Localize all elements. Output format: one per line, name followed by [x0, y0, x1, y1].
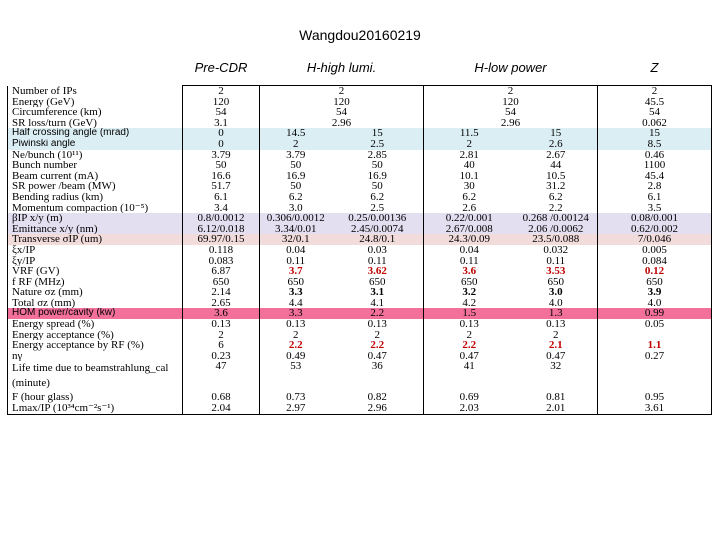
cell-hl2: 6.2 — [515, 192, 598, 203]
table-row — [8, 361, 712, 392]
row-label: Number of IPs — [8, 86, 183, 97]
cell-hh1: 3.34/0.01 — [260, 224, 332, 235]
cell-hh2: 2.85 — [332, 150, 424, 161]
cell-hh2: 2.2 — [332, 308, 424, 319]
cell-z: 2.8 — [598, 181, 712, 192]
cell-hl2: 0.13 — [515, 319, 598, 330]
cell-hh2: 0.11 — [332, 256, 424, 267]
table-body — [8, 86, 712, 415]
cell-hh1: 0.49 — [286, 350, 306, 362]
cell-hh2: 50 — [332, 160, 424, 171]
cell-hl1: 2 — [424, 139, 515, 150]
cell-hl1: 24.3/0.09 — [424, 234, 515, 245]
cell-pre: 0.8/0.0012 — [183, 213, 260, 224]
row-label: Transverse σIP (um) — [8, 234, 183, 245]
cell-z: 0.99 — [598, 308, 712, 319]
row-label: VRF (GV) — [8, 266, 183, 277]
cell-hh: 120 — [260, 97, 424, 108]
cell-hh2: 0.47 — [332, 351, 424, 362]
cell-hh1: 2.2 — [288, 340, 303, 351]
row-label: Total σz (mm) — [8, 298, 183, 309]
header-row — [8, 49, 712, 86]
table-row — [8, 86, 712, 97]
cell-hh2: 6.2 — [332, 192, 424, 203]
cell-z: 0.27 — [598, 351, 712, 362]
cell-hh2: 16.9 — [332, 171, 424, 182]
cell-pre: 6.12/0.018 — [183, 224, 260, 235]
row-label: βIP x/y (m) — [8, 213, 183, 224]
cell-hh2: 36 — [332, 361, 424, 392]
cell-z: 8.5 — [598, 139, 712, 150]
cell-hh1: 3.0 — [288, 202, 303, 214]
cell-hl2: 15 — [515, 128, 598, 139]
cell-pre: 2.65 — [183, 298, 260, 309]
cell-z: 0.95 — [598, 392, 712, 403]
cell-hh2: 3.62 — [332, 266, 424, 277]
row-label: Emittance x/y (nm) — [8, 224, 183, 235]
row-label: SR loss/turn (GeV) — [8, 118, 183, 129]
cell-pre: 6.1 — [183, 192, 260, 203]
row-label: Half crossing angle (mrad) — [8, 128, 183, 139]
table-row — [8, 256, 712, 267]
row-label: Nature σz (mm) — [8, 287, 183, 298]
row-label: Momentum compaction (10⁻⁵) — [8, 203, 183, 214]
cell-z: 0.084 — [598, 256, 712, 267]
cell-hh1: 50 — [290, 181, 302, 192]
cell-pre: 0 — [183, 139, 260, 150]
row-label: Lmax/IP (10³⁴cm⁻²s⁻¹) — [8, 403, 183, 414]
cell-z: 54 — [598, 107, 712, 118]
header-h-low-power: H-low power — [424, 49, 598, 86]
row-label: ξy/IP — [8, 256, 183, 267]
table-row — [8, 298, 712, 309]
table-row — [8, 181, 712, 192]
cell-hl1: 2.81 — [459, 149, 479, 161]
cell-hl1: 1.5 — [424, 308, 515, 319]
cell-pre: 6 — [183, 340, 260, 351]
cell-pre: 2.04 — [183, 403, 260, 414]
cell-hh2: 15 — [332, 128, 424, 139]
cell-pre: 50 — [183, 160, 260, 171]
cell-hl1: 3.2 — [462, 287, 477, 298]
table-row — [8, 392, 712, 403]
row-label: f RF (MHz) — [8, 277, 183, 288]
cell-hl2: 23.5/0.088 — [515, 234, 598, 245]
cell-pre: 650 — [183, 277, 260, 288]
cell-hl1: 6.2 — [462, 191, 477, 203]
cell-hh1: 53 — [290, 361, 302, 373]
cell-pre: 47 — [183, 361, 260, 392]
cell-z: 0.62/0.002 — [598, 224, 712, 235]
cell-hh: 2 — [260, 86, 424, 97]
cell-hh1: 50 — [290, 160, 302, 171]
cell-hl2: 2.2 — [515, 203, 598, 214]
cell-hh1: 2 — [293, 329, 299, 341]
cell-hl1: 11.5 — [424, 128, 515, 139]
cell-hl1: 0.13 — [459, 319, 479, 330]
cell-hh1: 0.04 — [286, 244, 306, 256]
cell-z: 2 — [598, 86, 712, 97]
cell-hl: 2.96 — [424, 118, 598, 129]
row-label: ξx/IP — [8, 245, 183, 256]
table-row — [8, 118, 712, 129]
cell-z: 3.61 — [598, 403, 712, 414]
cell-hl2: 31.2 — [515, 181, 598, 192]
cell-hh2: 2.45/0.0074 — [332, 224, 424, 235]
cell-hh1: 16.9 — [286, 170, 306, 182]
cell-pre: 54 — [183, 107, 260, 118]
table-row — [8, 351, 712, 362]
cell-hl1: 3.6 — [462, 266, 477, 277]
cell-z: 45.5 — [598, 97, 712, 108]
cell-pre: 3.6 — [183, 308, 260, 319]
cell-pre: 3.4 — [183, 203, 260, 214]
cell-hh2: 2 — [332, 330, 424, 341]
cell-hl1: 0.22/0.001 — [424, 213, 515, 224]
header-blank — [8, 49, 183, 86]
cell-z: 15 — [598, 128, 712, 139]
table-row — [8, 266, 712, 277]
cell-z — [598, 361, 712, 392]
table-row — [8, 340, 712, 351]
table-row — [8, 107, 712, 118]
cell-z: 1100 — [598, 160, 712, 171]
table-row — [8, 160, 712, 171]
row-label: Energy spread (%) — [8, 319, 183, 330]
cell-hl1: 0.11 — [459, 255, 479, 267]
cell-hl1: 2.2 — [462, 340, 477, 351]
cell-hl: 2 — [424, 86, 598, 97]
cell-hl2: 2 — [515, 330, 598, 341]
cell-hh2: 2.5 — [332, 203, 424, 214]
cell-hl1: 30 — [463, 181, 475, 192]
cell-hh2: 0.13 — [332, 319, 424, 330]
cell-pre: 6.87 — [183, 266, 260, 277]
row-label: Energy acceptance by RF (%) — [8, 340, 183, 351]
table-row — [8, 192, 712, 203]
row-label: Beam current (mA) — [8, 171, 183, 182]
cell-z: 0.12 — [598, 266, 712, 277]
cell-hl1: 41 — [463, 361, 475, 373]
cell-hh2: 4.1 — [332, 298, 424, 309]
cell-z — [598, 330, 712, 341]
cell-hl1: 4.2 — [462, 297, 477, 309]
cell-hh1: 4.4 — [288, 297, 303, 309]
row-label: Circumference (km) — [8, 107, 183, 118]
cell-z: 1.1 — [598, 340, 712, 351]
table-row — [8, 245, 712, 256]
cell-hl2: 2.06 /0.0062 — [515, 224, 598, 235]
cell-hh: 54 — [260, 107, 424, 118]
cell-hh1: 3.7 — [288, 266, 303, 277]
cell-hl1: 0.69 — [459, 392, 479, 404]
cell-hl1: 0.47 — [459, 350, 479, 362]
row-label: SR power /beam (MW) — [8, 181, 183, 192]
cell-hh1: 2.97 — [260, 403, 332, 414]
cell-hh1: 0.306/0.0012 — [260, 213, 332, 224]
cell-hl2: 0.032 — [515, 245, 598, 256]
table-row — [8, 277, 712, 288]
cell-hh: 2.96 — [260, 118, 424, 129]
cell-hh1: 32/0.1 — [260, 234, 332, 245]
cell-z: 6.1 — [598, 192, 712, 203]
table-row — [8, 128, 712, 139]
page-title: Wangdou20160219 — [299, 27, 421, 43]
cell-hh2: 0.03 — [332, 245, 424, 256]
cell-pre: 120 — [183, 97, 260, 108]
cell-z: 0.46 — [598, 150, 712, 161]
cell-hl2: 44 — [515, 160, 598, 171]
cell-z: 45.4 — [598, 171, 712, 182]
cell-pre: 0 — [183, 128, 260, 139]
cell-hl2: 0.47 — [515, 351, 598, 362]
header-pre-cdr: Pre-CDR — [183, 49, 260, 86]
cell-pre: 0.13 — [183, 319, 260, 330]
cell-z: 650 — [598, 277, 712, 288]
cell-hl2: 1.3 — [515, 308, 598, 319]
table-row — [8, 234, 712, 245]
cell-hl: 120 — [424, 97, 598, 108]
cell-hl2: 650 — [515, 277, 598, 288]
cell-pre: 3.1 — [183, 118, 260, 129]
cell-hl2: 3.53 — [515, 266, 598, 277]
cell-hl1: 2 — [466, 329, 473, 341]
cell-z: 3.5 — [598, 203, 712, 214]
table-row — [8, 213, 712, 224]
cell-pre: 0.083 — [183, 256, 260, 267]
table-row — [8, 224, 712, 235]
cell-hl1: 0.04 — [459, 244, 479, 256]
cell-pre: 16.6 — [183, 171, 260, 182]
cell-hh2: 3.1 — [332, 287, 424, 298]
table-row — [8, 171, 712, 182]
row-label: Energy (GeV) — [8, 97, 183, 108]
cell-hh1: 6.2 — [288, 191, 303, 203]
row-label: HOM power/cavity (kw) — [8, 308, 183, 319]
cell-z: 0.05 — [598, 319, 712, 330]
table-row — [8, 287, 712, 298]
row-label: nγ — [8, 351, 183, 362]
cell-pre: 0.68 — [183, 392, 260, 403]
table-row — [8, 139, 712, 150]
cell-hh1: 3.3 — [288, 287, 303, 298]
cell-hl2: 2.67 — [515, 150, 598, 161]
table-row — [8, 319, 712, 330]
cell-pre: 0.118 — [183, 245, 260, 256]
cell-hh2: 0.25/0.00136 — [332, 213, 424, 224]
cell-hl1: 650 — [461, 276, 478, 288]
cell-hh2: 650 — [332, 277, 424, 288]
cell-pre: 2.14 — [183, 287, 260, 298]
row-label: Bunch number — [8, 160, 183, 171]
cell-z: 0.005 — [598, 245, 712, 256]
cell-hh1: 2 — [260, 139, 332, 150]
cell-z: 3.9 — [598, 287, 712, 298]
cell-hl2: 32 — [515, 361, 598, 392]
cell-pre: 2 — [183, 86, 260, 97]
cell-hh1: 0.13 — [286, 319, 306, 330]
row-label: Ne/bunch (10¹¹) — [8, 150, 183, 161]
cell-hh2: 2.2 — [332, 340, 424, 351]
cell-pre: 69.97/0.15 — [183, 234, 260, 245]
cell-hh2: 2.96 — [332, 403, 424, 414]
row-label: Life time due to beamstrahlung_cal (minute) — [8, 361, 183, 392]
cell-hl2: 2.1 — [515, 340, 598, 351]
cell-hl1: 2.03 — [424, 403, 515, 414]
header-h-high-lumi: H-high lumi. — [260, 49, 424, 86]
cell-hh1: 14.5 — [260, 128, 332, 139]
cell-z: 0.08/0.001 — [598, 213, 712, 224]
cell-hl2: 0.81 — [515, 392, 598, 403]
cell-hh2: 50 — [332, 181, 424, 192]
cell-pre: 2 — [183, 330, 260, 341]
row-label: F (hour glass) — [8, 392, 183, 403]
parameter-table — [7, 49, 712, 415]
cell-hl2: 4.0 — [515, 298, 598, 309]
table-row — [8, 403, 712, 414]
cell-hl2: 3.0 — [515, 287, 598, 298]
row-label: Energy acceptance (%) — [8, 330, 183, 341]
cell-hl1: 2.67/0.008 — [424, 224, 515, 235]
cell-pre: 3.79 — [183, 150, 260, 161]
cell-hl2: 0.268 /0.00124 — [515, 213, 598, 224]
cell-hh1: 0.11 — [286, 255, 306, 267]
cell-hh2: 0.82 — [332, 392, 424, 403]
cell-hl2: 0.11 — [515, 256, 598, 267]
table-row — [8, 308, 712, 319]
cell-hl1: 2.6 — [462, 202, 477, 214]
cell-hl2: 2.01 — [515, 403, 598, 414]
cell-hh2: 2.5 — [332, 139, 424, 150]
cell-hl1: 40 — [463, 160, 475, 171]
cell-hl2: 10.5 — [515, 171, 598, 182]
header-z: Z — [598, 49, 712, 86]
cell-hl: 54 — [424, 107, 598, 118]
table-row — [8, 150, 712, 161]
cell-z: 4.0 — [598, 298, 712, 309]
cell-z: 7/0.046 — [598, 234, 712, 245]
row-label: Bending radius (km) — [8, 192, 183, 203]
table-row — [8, 330, 712, 341]
cell-hl2: 2.6 — [515, 139, 598, 150]
cell-hh2: 24.8/0.1 — [332, 234, 424, 245]
cell-pre: 0.23 — [183, 351, 260, 362]
row-label: Piwinski angle — [8, 139, 183, 150]
table-row — [8, 97, 712, 108]
cell-hl1: 10.1 — [459, 170, 479, 182]
table-row — [8, 203, 712, 214]
cell-z: 0.062 — [598, 118, 712, 129]
cell-hh1: 3.79 — [286, 149, 306, 161]
cell-hh1: 3.3 — [260, 308, 332, 319]
cell-hh1: 0.73 — [286, 392, 306, 404]
cell-hh1: 650 — [287, 276, 304, 288]
cell-pre: 51.7 — [183, 181, 260, 192]
